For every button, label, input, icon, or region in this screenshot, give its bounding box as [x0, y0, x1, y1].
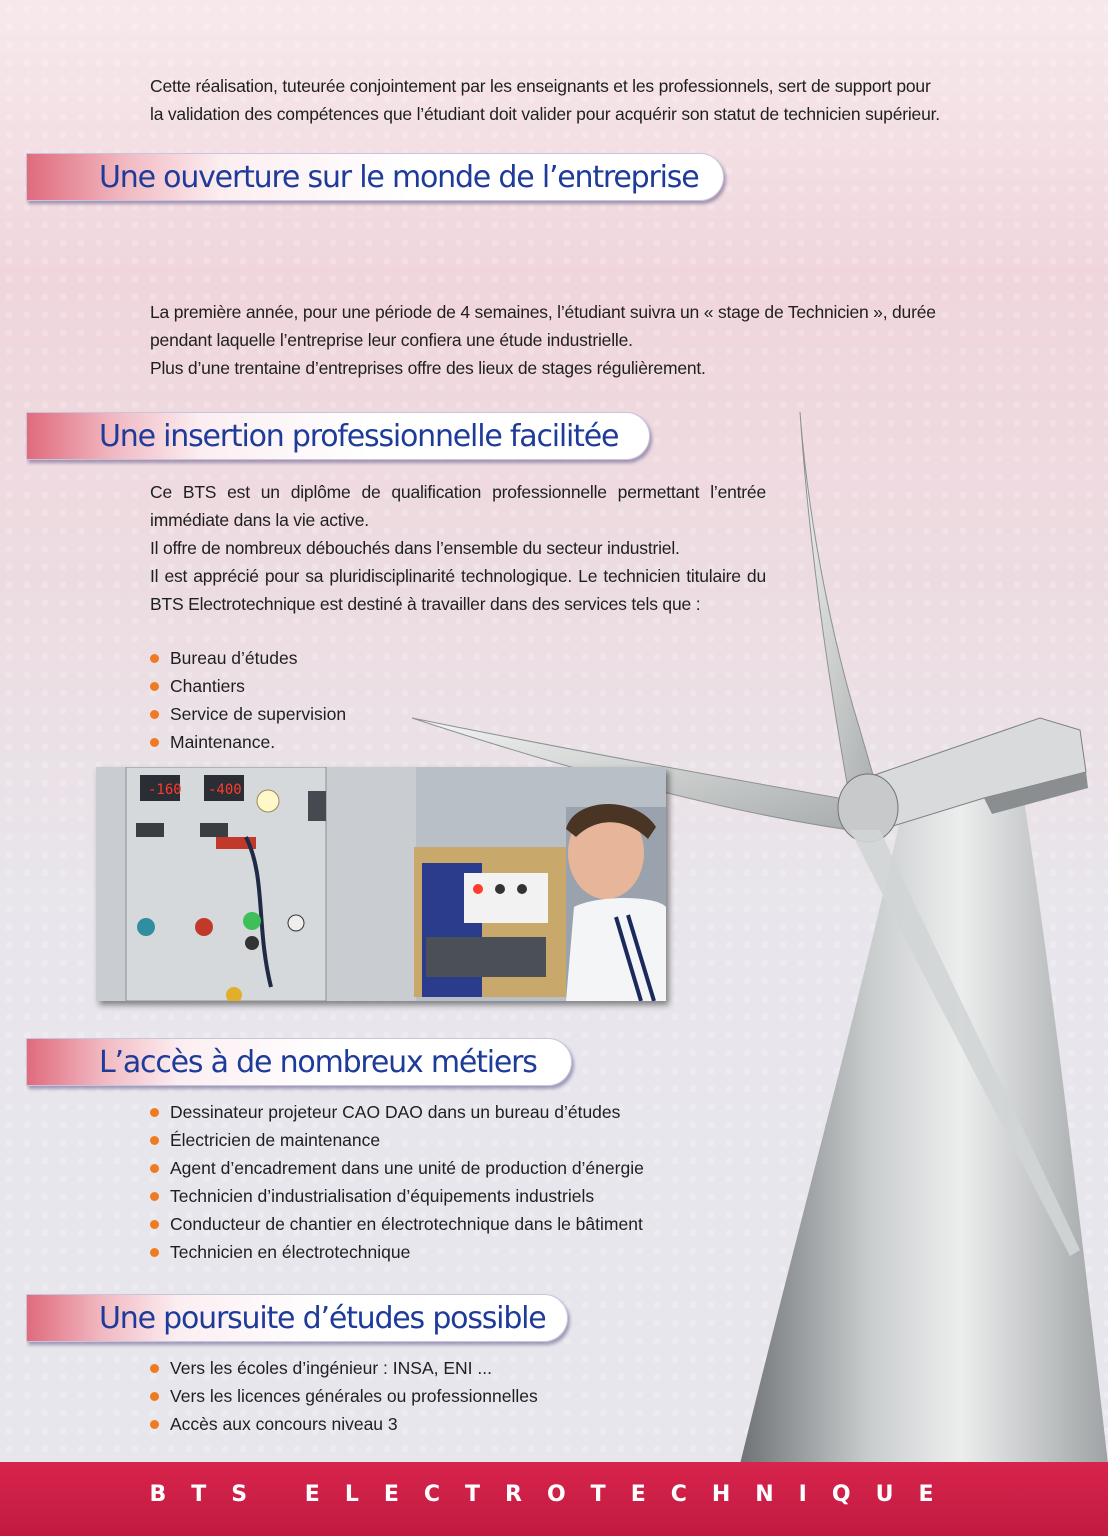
bullet-dot-icon [150, 1420, 159, 1429]
bullet-dot-icon [150, 738, 159, 747]
stage-paragraph [150, 298, 1040, 382]
bullet-dot-icon [150, 1136, 159, 1145]
list-item: Agent d’encadrement dans une unité de production d’énergie [150, 1154, 644, 1182]
intro-line-1: Cette réalisation, tuteurée conjointement par les enseignants et les professionnels, sert de support pour [150, 76, 931, 96]
list-item: Conducteur de chantier en électrotechnique dans le bâtiment [150, 1210, 644, 1238]
section-heading-bar-entreprise [26, 153, 724, 201]
bullet-dot-icon [150, 1364, 159, 1373]
services-list [150, 644, 346, 756]
section-title-etudes: Une poursuite d’études possible [99, 1301, 546, 1336]
bullet-dot-icon [150, 710, 159, 719]
intro-paragraph [150, 72, 1040, 128]
list-item: Électricien de maintenance [150, 1126, 644, 1154]
insertion-paragraph [150, 478, 766, 618]
footer-label: BTS ELECTROTECHNIQUE [149, 1482, 959, 1507]
stage-line-3: Plus d’une trentaine d’entreprises offre des lieux de stages régulièrement. [150, 358, 706, 378]
student-workshop-photo [96, 767, 666, 1001]
svg-text:-160: -160 [148, 782, 182, 798]
bullet-dot-icon [150, 1220, 159, 1229]
section-title-insertion: Une insertion professionnelle facilitée [99, 419, 619, 454]
section-heading-bar-insertion [26, 412, 650, 460]
section-heading-bar-metiers [26, 1038, 572, 1086]
bullet-dot-icon [150, 1192, 159, 1201]
footer-banner [0, 1462, 1108, 1536]
bullet-dot-icon [150, 1164, 159, 1173]
list-item: Accès aux concours niveau 3 [150, 1410, 538, 1438]
section-title-entreprise: Une ouverture sur le monde de l’entreprise [99, 160, 699, 195]
insertion-text-2: Il offre de nombreux débouchés dans l’ensemble du secteur industriel. [150, 538, 680, 558]
list-item: Bureau d’études [150, 644, 346, 672]
list-item: Dessinateur projeteur CAO DAO dans un bureau d’études [150, 1098, 644, 1126]
bullet-dot-icon [150, 1108, 159, 1117]
insertion-text-1: Ce BTS est un diplôme de qualification professionnelle permettant l’entrée immédiate dans la vie active. [150, 482, 766, 530]
metiers-list [150, 1098, 644, 1266]
list-item: Service de supervision [150, 700, 346, 728]
svg-text:-400: -400 [208, 782, 242, 798]
etudes-list [150, 1354, 538, 1438]
list-item: Vers les licences générales ou professionnelles [150, 1382, 538, 1410]
section-heading-bar-etudes [26, 1294, 568, 1342]
list-item: Maintenance. [150, 728, 346, 756]
list-item: Vers les écoles d’ingénieur : INSA, ENI ... [150, 1354, 538, 1382]
bullet-dot-icon [150, 654, 159, 663]
section-title-metiers: L’accès à de nombreux métiers [99, 1045, 537, 1080]
list-item: Technicien d’industrialisation d’équipements industriels [150, 1182, 644, 1210]
list-item: Chantiers [150, 672, 346, 700]
list-item: Technicien en électrotechnique [150, 1238, 644, 1266]
intro-line-2: la validation des compétences que l’étudiant doit valider pour acquérir son statut de technicien supérieur. [150, 104, 940, 124]
bullet-dot-icon [150, 1392, 159, 1401]
stage-line-2: pendant laquelle l’entreprise leur confiera une étude industrielle. [150, 330, 633, 350]
stage-line-1: La première année, pour une période de 4 semaines, l’étudiant suivra un « stage de Technicien », durée [150, 302, 936, 322]
insertion-text-3: Il est apprécié pour sa pluridisciplinarité technologique. Le technicien titulaire du BTS Electrotechnique est destiné à travailler dans des services tels que : [150, 566, 766, 614]
bullet-dot-icon [150, 682, 159, 691]
bullet-dot-icon [150, 1248, 159, 1257]
